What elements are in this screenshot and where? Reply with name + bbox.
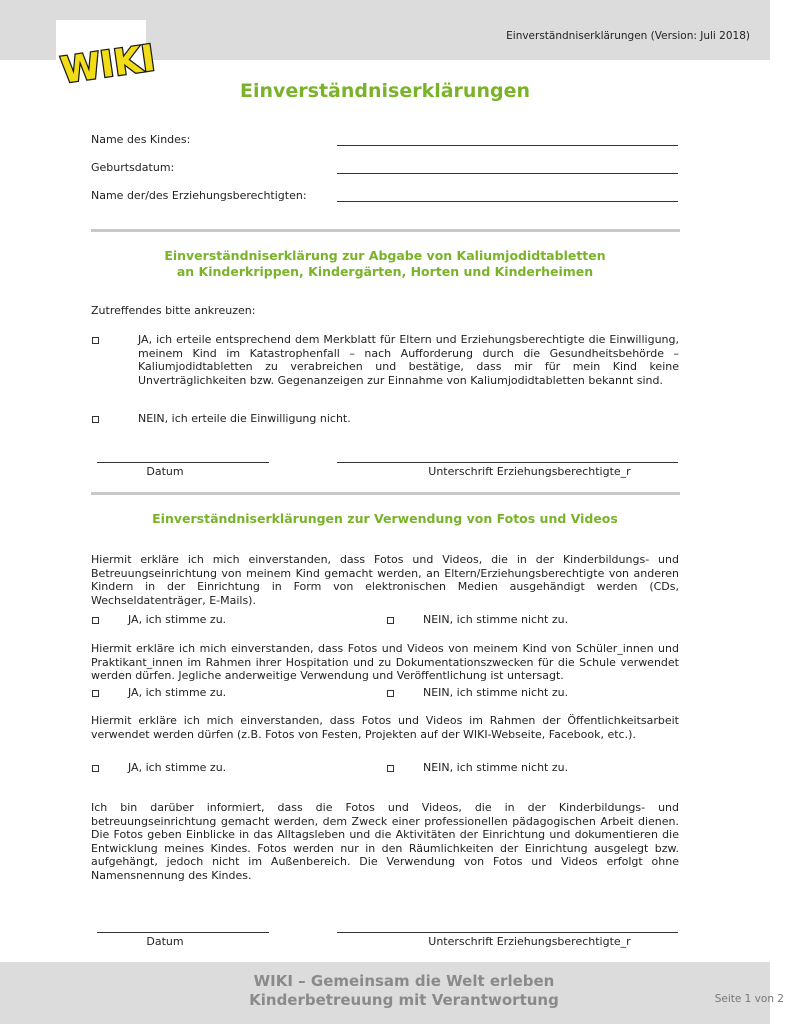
- consent3-yes-checkbox[interactable]: [92, 765, 99, 772]
- birthdate-field[interactable]: [337, 173, 678, 174]
- consent1-no-checkbox[interactable]: [387, 617, 394, 624]
- signature-line-1[interactable]: [337, 462, 678, 463]
- consent2-yes-label: JA, ich stimme zu.: [128, 686, 227, 699]
- kalium-yes-text: JA, ich erteile entsprechend dem Merkblatt für Eltern und Erziehungsberechtigte die Einwilligung, meinem Kind im Katastrophenfall – nach Aufforderung durch die Gesundheitsbehörde – Kaliumjodidtabletten zu verabreichen und bestätige, dass mir für mein Kind keine Unverträglichkeiten bzw. Gegenanzeigen zur Einnahme von Kaliumjodidtabletten bekannt sind.: [138, 333, 679, 387]
- guardian-name-field[interactable]: [337, 201, 678, 202]
- consent-paragraph-2: Hiermit erkläre ich mich einverstanden, dass Fotos und Videos von meinem Kind von Schüler_innen und Praktikant_innen im Rahmen ihrer Hospitation und zu Dokumentationszwecken für die Schule verwendet werden dürfen. Jegliche anderweitige Verwendung und Veröffentlichung ist untersagt.: [91, 642, 679, 682]
- footer-slogan-line2: Kinderbetreuung mit Verantwortung: [249, 991, 559, 1009]
- consent2-no-label: NEIN, ich stimme nicht zu.: [423, 686, 569, 699]
- svg-text:WIKI: WIKI: [58, 38, 158, 92]
- date-caption-1: Datum: [146, 465, 184, 478]
- signature-caption-2: Unterschrift Erziehungsberechtigte_r: [428, 935, 631, 948]
- date-caption-2: Datum: [146, 935, 184, 948]
- kalium-yes-checkbox[interactable]: [92, 337, 99, 344]
- section1-title-line2: an Kinderkrippen, Kindergärten, Horten und Kinderheimen: [176, 264, 594, 279]
- footer-slogan-line1: WIKI – Gemeinsam die Welt erleben: [253, 972, 555, 990]
- signature-caption-1: Unterschrift Erziehungsberechtigte_r: [428, 465, 631, 478]
- child-name-field[interactable]: [337, 145, 678, 146]
- consent2-no-checkbox[interactable]: [387, 690, 394, 697]
- section2-title: Einverständniserklärungen zur Verwendung von Fotos und Videos: [152, 511, 618, 526]
- date-line-1[interactable]: [97, 462, 269, 463]
- date-line-2[interactable]: [97, 932, 269, 933]
- divider: [91, 492, 680, 495]
- version-label: Einverständniserklärungen (Version: Juli 2018): [506, 30, 750, 42]
- consent1-yes-label: JA, ich stimme zu.: [128, 613, 227, 626]
- consent1-yes-checkbox[interactable]: [92, 617, 99, 624]
- consent3-yes-label: JA, ich stimme zu.: [128, 761, 227, 774]
- instruction-text: Zutreffendes bitte ankreuzen:: [91, 304, 256, 317]
- page-title: Einverständniserklärungen: [239, 80, 530, 102]
- kalium-no-checkbox[interactable]: [92, 416, 99, 423]
- child-name-label: Name des Kindes:: [91, 133, 191, 146]
- info-paragraph: Ich bin darüber informiert, dass die Fotos und Videos, die in der Kinderbildungs- und betreuungseinrichtung gemacht werden, dem Zweck einer professionellen pädagogischen Arbeit dienen. Die Fotos geben Einblicke in das Alltagsleben und die Aktivitäten der Einrichtung und dokumentieren die Entwicklung meines Kindes. Fotos werden nur in den Räumlichkeiten der Einrichtung ausgelegt bzw. aufgehängt, jedoch nicht im Außenbereich. Die Verwendung von Fotos und Videos erfolgt ohne Namensnennung des Kindes.: [91, 801, 679, 882]
- consent2-yes-checkbox[interactable]: [92, 690, 99, 697]
- consent-paragraph-1: Hiermit erkläre ich mich einverstanden, dass Fotos und Videos, die in der Kinderbildungs- und Betreuungseinrichtung von meinem Kind gemacht werden, an Eltern/Erziehungsberechtigte von anderen Kindern in der Einrichtung in Form von elektronischen Medien ausgehändigt werden (CDs, Wechseldatenträger, E-Mails).: [91, 553, 679, 607]
- consent3-no-label: NEIN, ich stimme nicht zu.: [423, 761, 569, 774]
- birthdate-label: Geburtsdatum:: [91, 161, 175, 174]
- consent3-no-checkbox[interactable]: [387, 765, 394, 772]
- signature-line-2[interactable]: [337, 932, 678, 933]
- page-number: Seite 1 von 2: [714, 993, 784, 1005]
- guardian-name-label: Name der/des Erziehungsberechtigten:: [91, 189, 307, 202]
- consent1-no-label: NEIN, ich stimme nicht zu.: [423, 613, 569, 626]
- kalium-no-text: NEIN, ich erteile die Einwilligung nicht.: [138, 412, 351, 425]
- section1-title-line1: Einverständniserklärung zur Abgabe von Kaliumjodidtabletten: [164, 248, 606, 263]
- divider: [91, 229, 680, 232]
- consent-paragraph-3: Hiermit erkläre ich mich einverstanden, dass Fotos und Videos im Rahmen der Öffentlichkeitsarbeit verwendet werden dürfen (z.B. Fotos von Festen, Projekten auf der WIKI-Webseite, Facebook, etc.).: [91, 714, 679, 741]
